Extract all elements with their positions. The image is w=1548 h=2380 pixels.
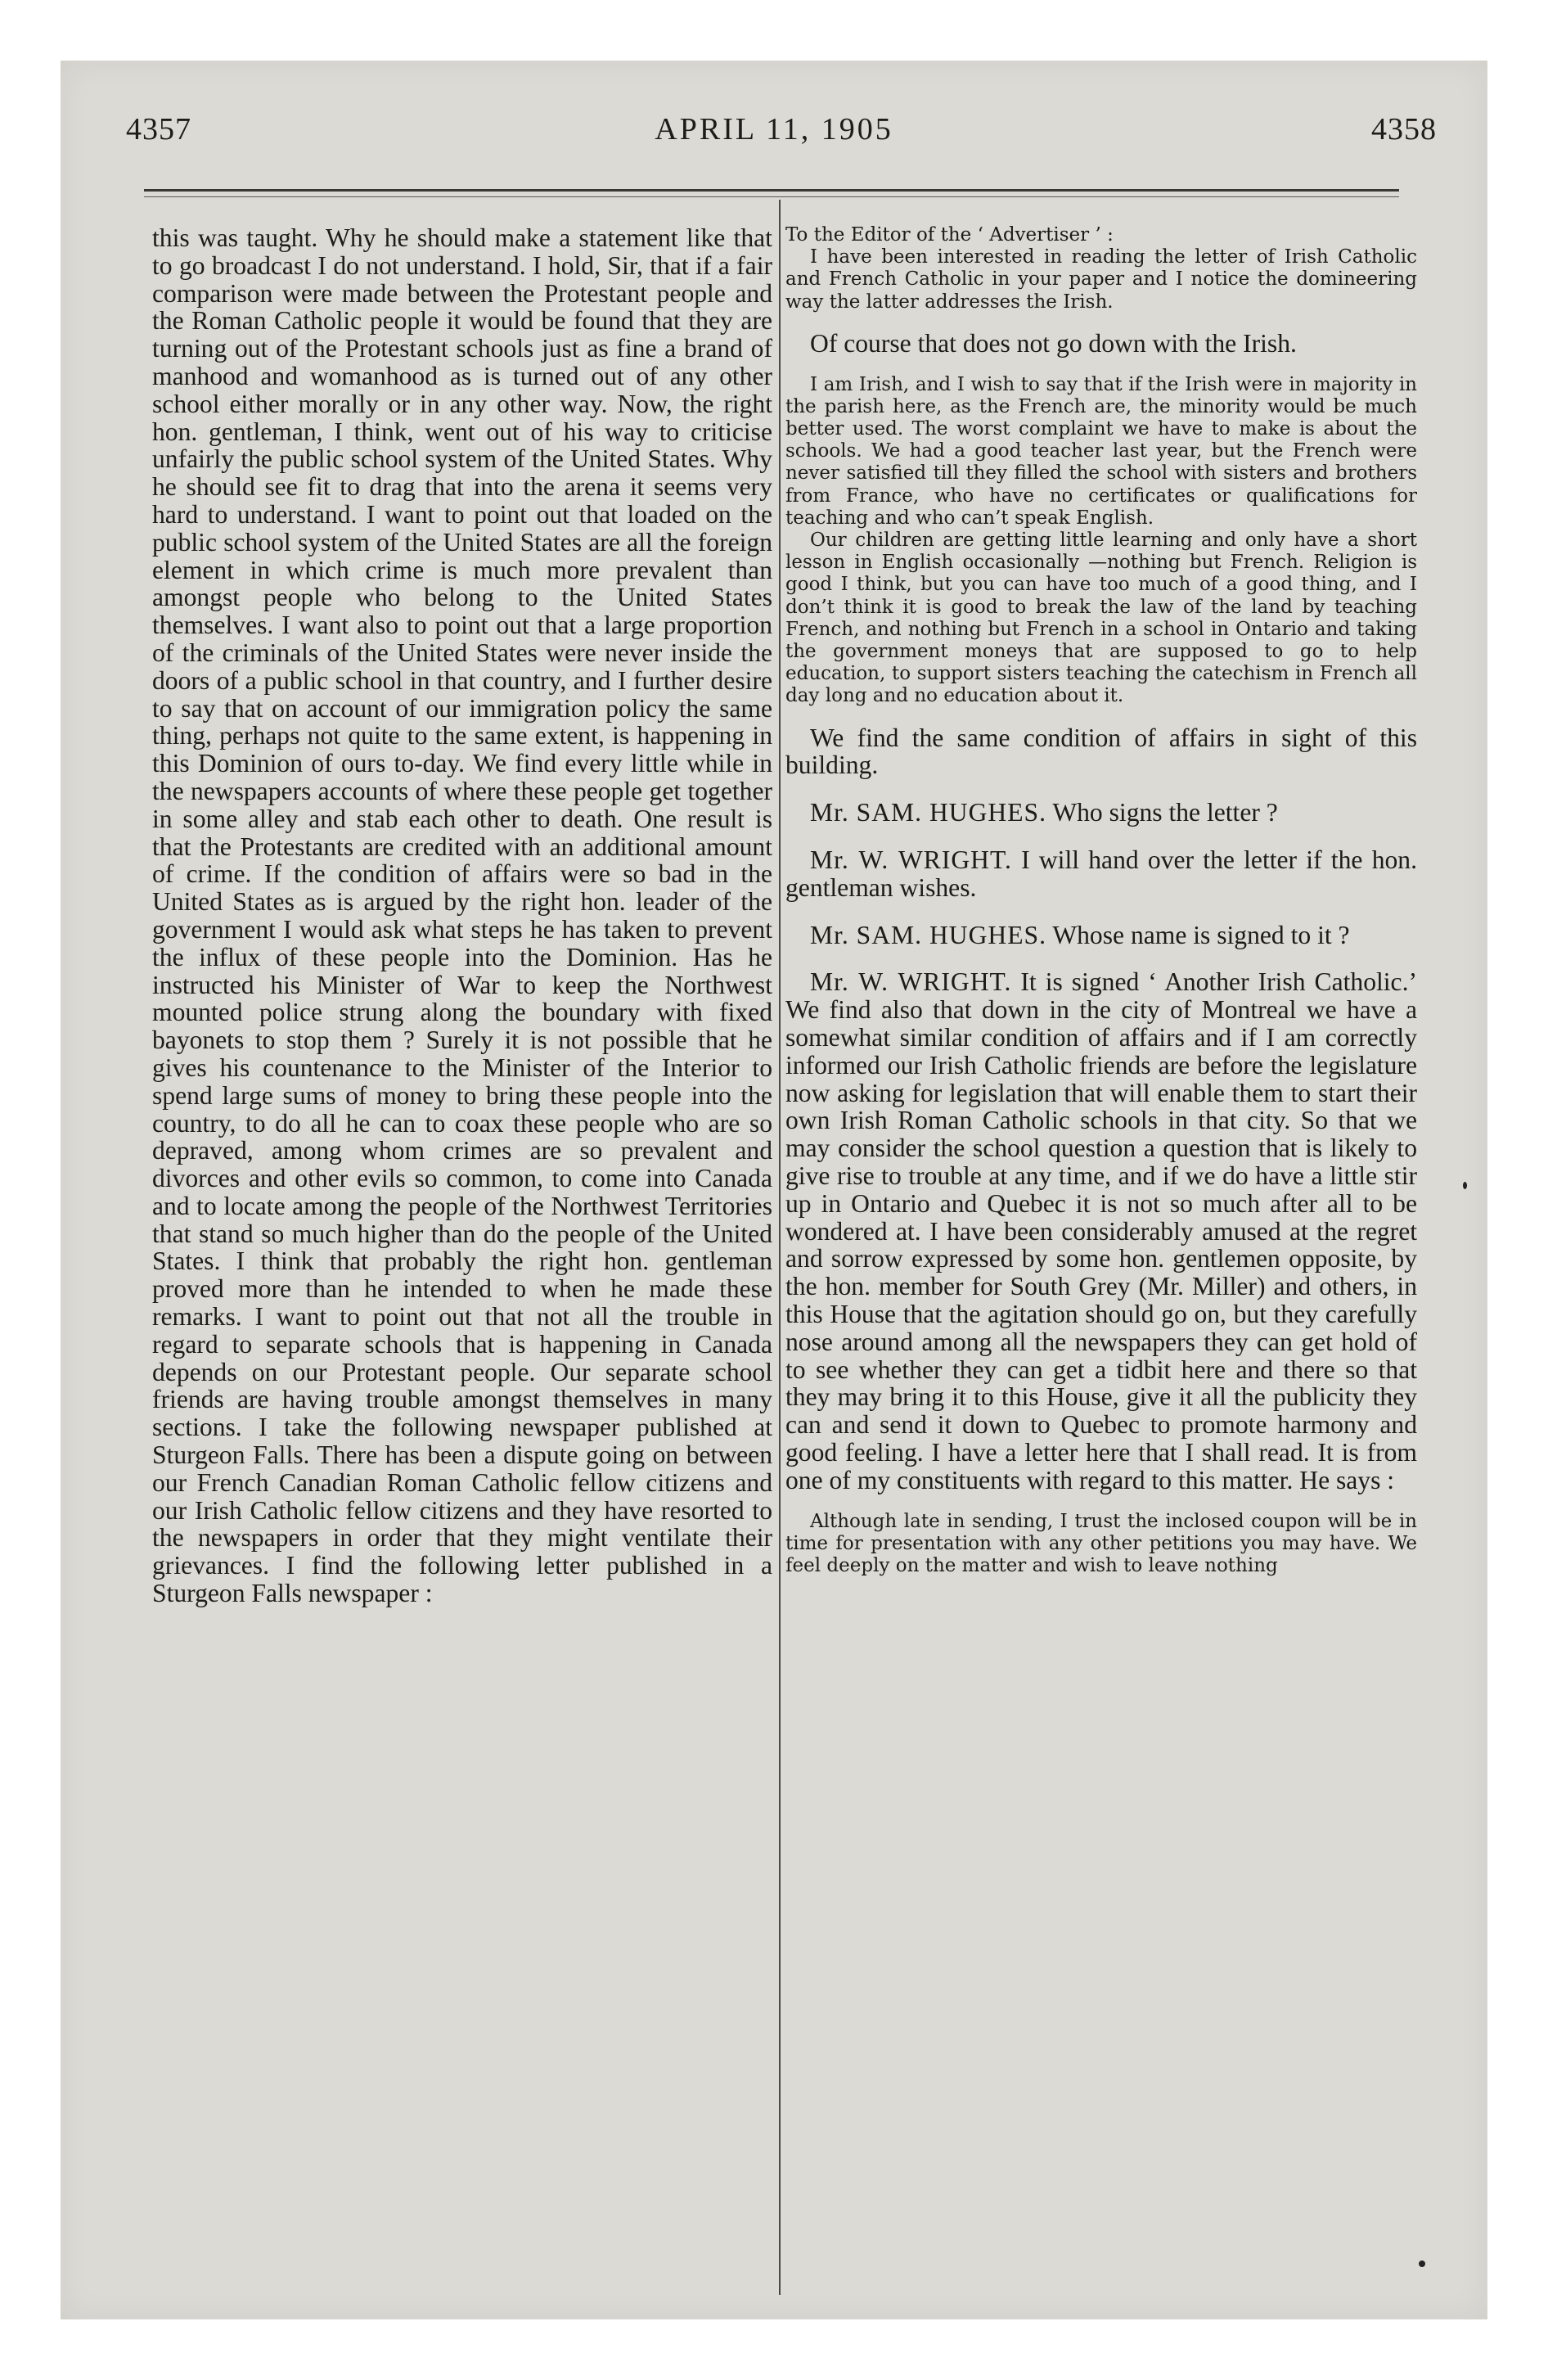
scanned-page bbox=[61, 61, 1487, 2319]
ink-speck bbox=[1463, 1182, 1467, 1189]
paragraph-same-condition: We find the same condition of affairs in sight of this building. bbox=[785, 723, 1417, 780]
left-page-number: 4357 bbox=[126, 112, 191, 146]
right-page-number: 4358 bbox=[1371, 112, 1437, 146]
left-column-text: this was taught. Why he should make a statement like that to go broadcast I do not understand. I hold, Sir, that if a fair comparison were made between the Protestant people and the Roman Catholic people it would be found that they are turning out of the Protestant schools just as fine a brand of manhood and womanhood as is turned out of any other school either morally or in any other way. Now, the right hon. gentleman, I think, went out of his way to criticise unfairly the public school system of the United States. Why he should see fit to drag that into the arena it seems very hard to understand. I want to point out that loaded on the public school system of the United States are all the foreign element in which crime is much more prevalent than amongst people who belong to the United States themselves. I want also to point out that a large proportion of the criminals of the United States were never inside the doors of a public school in that country, and I further desire to say that on account of our immigration policy the same thing, perhaps not quite to the same extent, is happening in this Dominion of ours to-day. We find every little while in the newspapers accounts of where these people get together in some alley and stab each other to death. One result is that the Protestants are credited with an additional amount of crime. If the condition of affairs were so bad in the United States as is argued by the right hon. leader of the government I would ask what steps he has taken to prevent the influx of these people into the Dominion. Has he instructed his Minister of War to keep the Northwest mounted police strung along the boundary with fixed bayonets to stop them ? Surely it is not possible that he gives his countenance to the Minister of the Interior to spend large sums of money to bring these people into the country, to do all he can to coax these people who are so depraved, among whom crimes are so prevalent and divorces and other evils so common, to come into Canada and to locate among the people of the Northwest Territories that stand so much higher than do the people of the United States. I think that probably the right hon. gentleman proved more than he intended to when he made these remarks. I want to point out that not all the trouble in regard to separate schools that is happening in Canada depends on our Protestant people. Our separate school friends are having trouble amongst themselves in many sections. I take the following newspaper published at Sturgeon Falls. There has been a dispute going on between our French Canadian Roman Catholic fellow citizens and our Irish Catholic fellow citizens and they have resorted to the newspapers in order that they might ventilate their grievances. I find the following letter published in a Sturgeon Falls newspaper : bbox=[152, 224, 772, 1607]
speaker-name: Mr. W. WRIGHT. bbox=[810, 967, 1012, 997]
letter-paragraph-2: Of course that does not go down with the Irish. bbox=[810, 328, 1297, 358]
speaker-name: Mr. SAM. HUGHES. bbox=[810, 798, 1046, 827]
speech-text: It is signed ‘ Another Irish Catholic.’ We find also that down in the city of Montreal we have a somewhat similar condition of affairs and if I am correctly informed our Irish Catholic friends are before the legislature now asking for legislation that will enable them to start their own Irish Roman Catholic schools in that city. So that we may consider the school question a question that is likely to give rise to trouble at any time, and if we do have a little stir up in Ontario and Quebec it is not so much after all to be wondered at. I have been considerably amused at the regret and sorrow expressed by some hon. gentlemen opposite, by the hon. member for South Grey (Mr. Miller) and others, in this House that the agitation should go on, but they carefully nose around among all the newspapers they can get hold of to see whether they can get a tidbit here and there so that they may bring it to this House, give it all the publicity they can and send it down to Quebec to promote harmony and good feeling. I have a letter here that I shall read. It is from one of my constituents with regard to this matter. He says : bbox=[785, 967, 1417, 1494]
header-rule-thin bbox=[144, 196, 1399, 197]
speaker-name: Mr. SAM. HUGHES. bbox=[810, 920, 1046, 949]
header-rule bbox=[144, 189, 1399, 192]
quoted-letter-start: Although late in sending, I trust the inclosed coupon will be in time for presentation with any other petitions you may have. We feel deeply on the matter and wish to leave nothing bbox=[785, 1510, 1417, 1576]
letter-paragraph-3: I am Irish, and I wish to say that if the Irish were in majority in the parish here, as the French are, the minority would be much better used. The worst complaint we have to make is about the schools. We had a good teacher last year, but the French were never satisfied till they filled the school with sisters and brothers from France, who have no certificates or qualifications for teaching and who can’t speak English. bbox=[785, 373, 1417, 529]
letter-paragraph-1: I have been interested in reading the letter of Irish Catholic and French Catholic in your paper and I notice the domineering way the latter addresses the Irish. bbox=[785, 246, 1417, 313]
speech-text: Who signs the letter ? bbox=[1052, 798, 1278, 827]
speech-hughes-2 bbox=[785, 922, 1417, 949]
ink-speck bbox=[1419, 2261, 1425, 2267]
speech-wright-2 bbox=[785, 968, 1417, 1494]
speaker-name: Mr. W. WRIGHT. bbox=[810, 845, 1012, 875]
right-column bbox=[785, 224, 1417, 1577]
speech-text: Whose name is signed to it ? bbox=[1052, 920, 1350, 949]
speech-hughes-1 bbox=[785, 799, 1417, 827]
left-column bbox=[152, 224, 772, 1607]
speech-text: I will hand over the letter if the hon. gentleman wishes. bbox=[785, 845, 1417, 902]
letter-address: To the Editor of the ‘ Advertiser ’ : bbox=[785, 224, 1114, 246]
speech-wright-1 bbox=[785, 846, 1417, 902]
letter-paragraph-4: Our children are getting little learning and only have a short lesson in English occasionally —nothing but French. Religion is good I think, but you can have too much of a good thing, and I don’t think it is good to break the law of the land by teaching French, and nothing but French in a school in Ontario and taking the government moneys that are supposed to go to help education, to support sisters teaching the catechism in French all day long and no education about it. bbox=[785, 530, 1417, 707]
column-divider bbox=[779, 200, 781, 2295]
page-date-heading: APRIL 11, 1905 bbox=[655, 112, 893, 146]
